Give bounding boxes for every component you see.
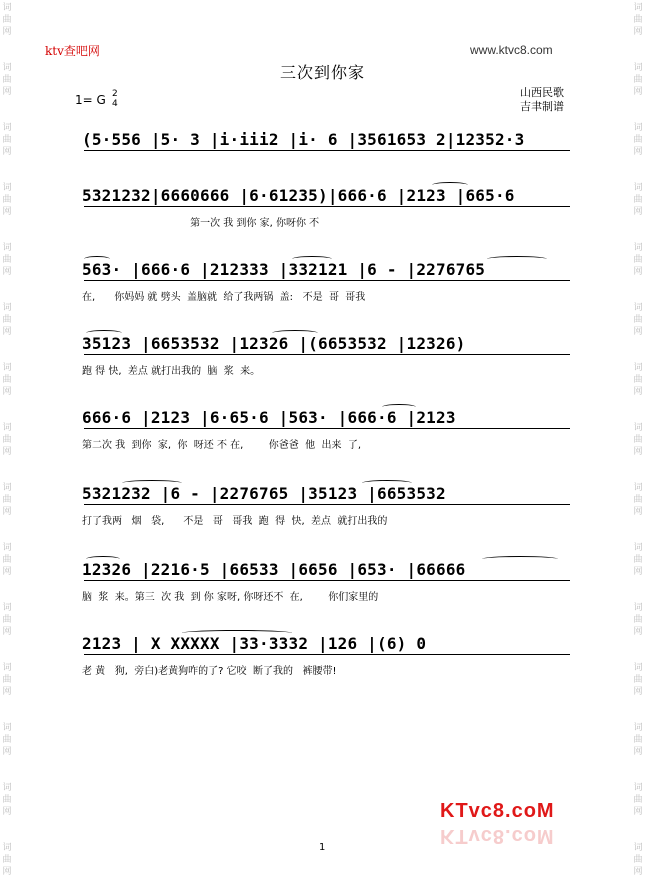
watermark-text: 词曲网 [2, 603, 12, 637]
notation-line: 35123 |6653532 |12326 |(6653532 |12326) [82, 334, 466, 353]
watermark-text: 词曲网 [633, 543, 643, 577]
watermark-text: 词曲网 [633, 723, 643, 757]
watermark-text: 词曲网 [2, 663, 12, 697]
watermark-text: 词曲网 [2, 543, 12, 577]
beam-underline [84, 428, 570, 429]
notation-line: 5321232 |6 - |2276765 |35123 |6653532 [82, 484, 446, 503]
notation-line: 563· |666·6 |212333 |332121 |6 - |2276765 [82, 260, 486, 279]
slur-arc [272, 330, 318, 336]
slur-arc [382, 404, 416, 410]
lyrics-line: 在, 你妈妈 就 劈头 盖脑就 给了我两锅 盖: 不是 哥 哥我 [82, 292, 366, 303]
lyrics-line: 第二次 我 到你 家, 你 呀还 不 在, 你爸爸 他 出来 了, [82, 440, 362, 451]
slur-arc [487, 256, 547, 262]
song-title: 三次到你家 [279, 63, 365, 82]
watermark-text: 词曲网 [633, 483, 643, 517]
beam-underline [84, 206, 570, 207]
watermark-text: 词曲网 [2, 723, 12, 757]
watermark-text: 词曲网 [2, 123, 12, 157]
watermark-text: 词曲网 [2, 483, 12, 517]
slur-arc [182, 630, 292, 636]
lyrics-line: 老 黄 狗, 旁白)老黄狗咋的了? 它咬 断了我的 裤腰带! [82, 666, 337, 677]
beam-underline [84, 580, 570, 581]
watermark-text: 词曲网 [2, 363, 12, 397]
transcriber: 吉聿制谱 [520, 100, 564, 113]
notation-line: 5321232|6660666 |6·61235)|666·6 |2123 |665·6 [82, 186, 515, 205]
beam-underline [84, 504, 570, 505]
notation-line: 2123 | X XXXXX |33·3332 |126 |(6) 0 [82, 634, 427, 653]
footer-logo-reflection: KTvc8.coM [440, 825, 555, 847]
watermark-text: 词曲网 [633, 603, 643, 637]
notation-line: 12326 |2216·5 |66533 |6656 |653· |66666 [82, 560, 466, 579]
watermark-text: 词曲网 [633, 3, 643, 37]
right-watermark-strip [631, 0, 645, 891]
slur-arc [86, 556, 120, 562]
key-signature: 1= G [75, 93, 106, 107]
slur-arc [432, 182, 468, 188]
lyrics-line: 第一次 我 到你 家, 你呀你 不 [82, 218, 320, 229]
watermark-text: 词曲网 [2, 183, 12, 217]
time-signature-top: 2 [112, 89, 118, 99]
watermark-text: 词曲网 [633, 123, 643, 157]
watermark-text: 词曲网 [2, 3, 12, 37]
slur-arc [482, 556, 558, 562]
beam-underline [84, 280, 570, 281]
watermark-text: 词曲网 [633, 423, 643, 457]
lyrics-line: 打了我两 烟 袋, 不是 哥 哥我 跑 得 快, 差点 就打出我的 [82, 516, 388, 527]
watermark-text: 词曲网 [2, 63, 12, 97]
watermark-text: 词曲网 [2, 303, 12, 337]
site-logo[interactable]: ktv查吧网 [45, 44, 100, 58]
slur-arc [84, 256, 110, 262]
watermark-text: 词曲网 [2, 843, 12, 877]
beam-underline [84, 150, 570, 151]
watermark-text: 词曲网 [2, 243, 12, 277]
beam-underline [84, 654, 570, 655]
lyrics-line: 脑 浆 来。第三 次 我 到 你 家呀, 你呀还不 在, 你们家里的 [82, 592, 379, 603]
slur-arc [122, 480, 182, 486]
site-url[interactable]: www.ktvc8.com [470, 43, 553, 57]
watermark-text: 词曲网 [633, 663, 643, 697]
beam-underline [84, 354, 570, 355]
watermark-text: 词曲网 [2, 423, 12, 457]
notation-line: 666·6 |2123 |6·65·6 |563· |666·6 |2123 [82, 408, 456, 427]
watermark-text: 词曲网 [633, 843, 643, 877]
lyrics-line: 跑 得 快, 差点 就打出我的 脑 浆 来。 [82, 366, 261, 377]
footer-logo: KTvc8.coM [440, 800, 555, 822]
watermark-text: 词曲网 [633, 363, 643, 397]
time-signature-bottom: 4 [112, 99, 118, 109]
time-signature [112, 89, 118, 109]
watermark-text: 词曲网 [2, 783, 12, 817]
song-origin: 山西民歌 [520, 86, 564, 99]
notation-line: (5·556 |5· 3 |i·iii2 |i· 6 |3561653 2|12352·3 [82, 130, 525, 149]
watermark-text: 词曲网 [633, 63, 643, 97]
slur-arc [292, 256, 332, 262]
slur-arc [86, 330, 122, 336]
watermark-text: 词曲网 [633, 243, 643, 277]
left-watermark-strip [0, 0, 14, 891]
slur-arc [362, 480, 412, 486]
watermark-text: 词曲网 [633, 303, 643, 337]
watermark-text: 词曲网 [633, 783, 643, 817]
watermark-text: 词曲网 [633, 183, 643, 217]
page-number: 1 [319, 842, 326, 853]
